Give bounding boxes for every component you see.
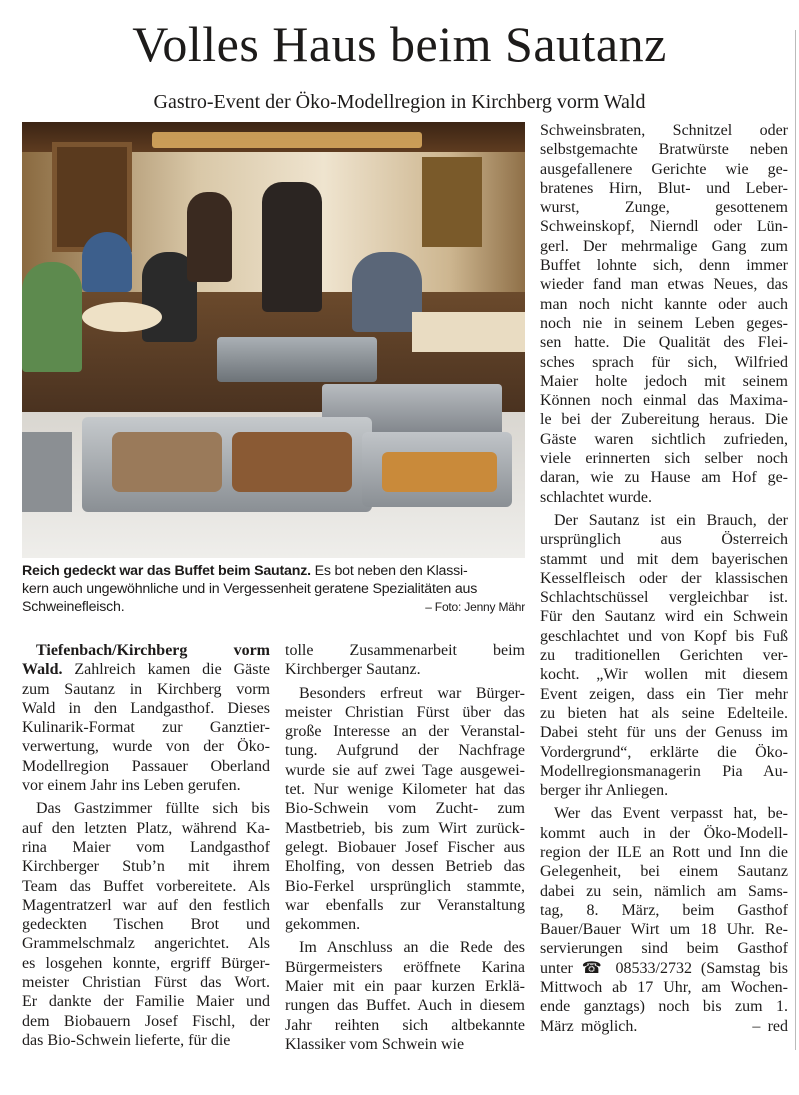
text-line: [285, 857, 525, 876]
text-line: [540, 198, 788, 217]
paragraph: [285, 641, 525, 680]
line-text: gekommen.: [285, 916, 361, 934]
text-line: [285, 877, 525, 896]
subheadline: Gastro-Event der Öko-Modellregion in Kirchberg vorm Wald: [153, 91, 646, 113]
line-text: Eholfing, von dessen Betrieb das: [285, 858, 525, 876]
line-text: kocht. „Wir wollen mit diesem: [540, 666, 788, 684]
line-text: Für den Sautanz wird ein Schwein: [540, 608, 788, 626]
text-line: [540, 140, 788, 159]
line-text: auf den letzten Platz, während Ka-: [22, 819, 270, 837]
line-text: berger ihr Anliegen.: [540, 782, 669, 800]
text-line: [22, 660, 270, 679]
text-line: [285, 819, 525, 838]
line-text: zu traditionellen Gerichten ver-: [540, 647, 788, 665]
text-line: [285, 703, 525, 722]
line-text: verwertung, wurde von der Öko-: [22, 738, 270, 756]
line-text: tolle Zusammenarbeit beim: [285, 642, 525, 659]
line-text: rina Maier vom Landgasthof: [22, 838, 270, 856]
line-text: gerl. Der mehrmalige Gang zum: [540, 237, 788, 255]
text-line: [285, 1035, 525, 1054]
line-text: Bio-Schwein vom Zucht- zum: [285, 800, 525, 818]
text-line: [540, 237, 788, 256]
text-line: [540, 275, 788, 294]
text-line: [540, 468, 788, 487]
line-text: war ebenfalls zur Veranstaltung: [285, 896, 525, 914]
article-column-1: [22, 641, 270, 1054]
text-line: [22, 799, 270, 818]
line-text: Klassiker vom Schwein wie: [285, 1035, 465, 1053]
line-text: Bio-Ferkel ursprünglich stammte,: [285, 877, 525, 895]
line-text: le bei der Zubereitung heraus. Die: [540, 411, 788, 429]
text-line: [540, 901, 788, 920]
line-text: rungen das Buffet. Auch in diesem: [285, 997, 525, 1015]
text-line: [22, 757, 270, 776]
text-line: [540, 804, 788, 823]
text-line: [22, 877, 270, 896]
text-line: [285, 660, 525, 679]
line-text: dem Biobauern Josef Fischl, der: [22, 1012, 270, 1030]
text-line: [285, 977, 525, 996]
line-text: zum Sautanz in Kirchberg vorm: [22, 680, 270, 698]
text-line: [540, 824, 788, 843]
paragraph: [22, 799, 270, 1050]
text-line: [285, 741, 525, 760]
text-line: [540, 781, 788, 800]
line-text: unter ☎ 08533/2732 (Samstag bis: [540, 959, 788, 977]
text-line: [285, 915, 525, 934]
line-text: dabei zu sein, nämlich am Sams-: [540, 882, 788, 900]
text-line: [540, 920, 788, 939]
line-text: Kulinarik-Format zur Ganztier-: [22, 719, 270, 737]
text-line: [540, 488, 788, 507]
line-text: Jahr reihten sich altbekannte: [285, 1016, 525, 1034]
text-line: [22, 1012, 270, 1031]
line-text: Der Sautanz ist ein Brauch, der: [554, 511, 788, 529]
paragraph: [22, 641, 270, 795]
line-text: Event zeigen, dass ein Tier mehr: [540, 685, 788, 703]
line-text: sches sprach für sich, Wilfried: [540, 353, 788, 371]
text-line: [540, 588, 788, 607]
text-line: [540, 430, 788, 449]
dateline: Tiefenbach/Kirchberg vorm: [36, 642, 270, 659]
paragraph: [285, 938, 525, 1054]
text-line: [540, 743, 788, 762]
text-line: [540, 160, 788, 179]
line-text: Mastbetrieb, bis zum Wirt zurück-: [285, 819, 525, 837]
line-text: tung. Aufgrund der Nachfrage: [285, 742, 525, 760]
text-line: [22, 776, 270, 795]
text-line: [285, 838, 525, 857]
caption-bold: Reich gedeckt war das Buffet beim Sautanz.: [22, 563, 311, 579]
text-line: [540, 314, 788, 333]
text-line: [540, 646, 788, 665]
line-text: schlachtet wurde.: [540, 488, 652, 506]
line-text: selbstgemachte Bratwürste neben: [540, 141, 788, 159]
line-text: meister Christian Fürst über das: [285, 703, 525, 721]
line-text: bratenes Hirn, Blut- und Leber-: [540, 179, 788, 197]
text-line: [540, 997, 788, 1016]
line-text: große Interesse an der Veranstal-: [285, 723, 525, 741]
line-text: noch nie in seinem Leben geges-: [540, 314, 788, 332]
line-text: es losgehen konnte, ergriff Bürger-: [22, 954, 270, 972]
text-line: [540, 1017, 788, 1036]
line-text: Im Anschluss an die Rede des: [299, 939, 525, 957]
text-line: [285, 722, 525, 741]
text-line: [540, 295, 788, 314]
text-line: [540, 882, 788, 901]
text-line: [285, 799, 525, 818]
text-line: [22, 680, 270, 699]
text-line: [540, 843, 788, 862]
photo-credit: – Foto: Jenny Mähr: [425, 600, 525, 614]
text-line: [285, 958, 525, 977]
text-line: [540, 333, 788, 352]
text-line: [540, 939, 788, 958]
text-line: [540, 607, 788, 626]
line-text: Bürgermeisters eröffnete Karina: [285, 958, 525, 976]
text-line: [22, 992, 270, 1011]
text-line: [22, 641, 270, 660]
line-text: gelegt. Biobauer Josef Fischer aus: [285, 838, 525, 856]
line-text: März möglich. – red: [540, 1017, 788, 1035]
line-text: Grammelschmalz angerichtet. Als: [22, 935, 270, 953]
column-rule: [795, 30, 796, 1050]
text-line: [540, 762, 788, 781]
line-text: Maier mit ein paar kurzen Erklä-: [285, 978, 525, 996]
line-text: Wer das Event verpasst hat, be-: [554, 805, 788, 823]
line-text: daran, wie zu Hause am Hof ge-: [540, 469, 788, 487]
text-line: [285, 896, 525, 915]
article-photo: [22, 122, 525, 558]
text-line: [540, 627, 788, 646]
line-text: Wald in den Landgasthof. Dieses: [22, 699, 270, 717]
text-line: [540, 530, 788, 549]
text-line: [540, 179, 788, 198]
text-line: [540, 353, 788, 372]
line-text: Kirchberger Sautanz.: [285, 661, 421, 679]
line-text: das Bio-Schwein lieferte, für die: [22, 1031, 231, 1049]
paragraph: [540, 121, 788, 507]
text-line: [22, 737, 270, 756]
text-line: [540, 121, 788, 140]
line-text: ausgefallenere Gerichte wie ge-: [540, 160, 788, 178]
dateline: Wald.: [22, 661, 63, 679]
text-line: [540, 704, 788, 723]
text-line: [540, 569, 788, 588]
text-line: [540, 391, 788, 410]
paragraph: [540, 511, 788, 800]
line-text: meister Christian Fürst das Wort.: [22, 974, 270, 992]
line-text: Modellregion Passauer Oberland: [22, 757, 270, 775]
text-line: [285, 761, 525, 780]
line-text: Das Gastzimmer füllte sich bis: [36, 800, 270, 818]
line-text: vor einem Jahr ins Leben gerufen.: [22, 777, 241, 795]
paragraph: [285, 684, 525, 935]
line-text: man noch nicht kannte oder auch: [540, 295, 788, 313]
text-line: [540, 449, 788, 468]
line-text: Bauer/Bauer Wirt um 18 Uhr. Re-: [540, 921, 788, 939]
line-text: ende ganztags) noch bis zum 1.: [540, 998, 788, 1016]
paragraph: [540, 804, 788, 1036]
text-line: [285, 938, 525, 957]
line-text: sen hatte. Die Qualität des Flei-: [540, 334, 788, 352]
text-line: [285, 1016, 525, 1035]
line-text: Magentratzerl war auf den festlich: [22, 896, 270, 914]
line-text: Team das Buffet vorbereitete. Als: [22, 877, 270, 895]
line-text: viele erinnerten sich selber noch: [540, 450, 788, 468]
line-text: Maier holte jedoch mit seinem: [540, 372, 788, 390]
line-text: wurde sie auf zwei Tage ausgewei-: [285, 761, 525, 779]
line-text: Gelegenheit, bei einem Sautanz: [540, 863, 788, 881]
line-text: tet. Nur wenige Kilometer hat das: [285, 781, 525, 799]
text-line: [22, 857, 270, 876]
line-text: Schlachtschüssel vergleichbar ist.: [540, 589, 788, 607]
line-text: gedeckten Tischen Brot und: [22, 916, 270, 934]
text-line: [22, 973, 270, 992]
line-text: wieder fand man etwas Neues, das: [540, 276, 788, 294]
text-line: [540, 511, 788, 530]
line-text: wurst, Zunge, gesottenem: [540, 199, 788, 217]
line-text: stammt und mit dem bayerischen: [540, 550, 788, 568]
text-line: [540, 685, 788, 704]
text-line: [540, 978, 788, 997]
text-line: [22, 934, 270, 953]
line-text: servierungen sind beim Gasthof: [540, 940, 788, 958]
text-line: [22, 954, 270, 973]
text-line: [540, 372, 788, 391]
line-text: Modellregionsmanagerin Pia Au-: [540, 762, 788, 780]
text-line: [285, 996, 525, 1015]
line-text: region der ILE an Rott und Inn die: [540, 843, 788, 861]
text-line: [540, 959, 788, 978]
text-line: [22, 819, 270, 838]
article-column-3: [540, 121, 788, 1040]
line-text: Buffet lohnte sich, denn immer: [540, 257, 788, 275]
line-text: zu bieten hat als seine Edelteile.: [540, 704, 788, 722]
line-text: Mittwoch ab 17 Uhr, am Wochen-: [540, 979, 788, 997]
text-line: [540, 723, 788, 742]
line-text: Er dankte der Familie Maier und: [22, 993, 270, 1011]
caption-text: Schweinefleisch.: [22, 599, 125, 615]
text-line: [540, 256, 788, 275]
text-line: [22, 838, 270, 857]
text-line: [285, 684, 525, 703]
line-text: Kirchberger Stub’n mit ihrem: [22, 858, 270, 876]
text-line: [22, 718, 270, 737]
text-line: [540, 410, 788, 429]
line-text: Zahlreich kamen die Gäste: [62, 661, 270, 679]
line-text: Können noch einmal das Maxima-: [540, 392, 788, 410]
line-text: Gäste waren sichtlich zufrieden,: [540, 430, 788, 448]
text-line: [22, 699, 270, 718]
text-line: [22, 1031, 270, 1050]
caption-text: Es bot neben den Klassi-: [310, 563, 468, 579]
text-line: [540, 550, 788, 569]
caption-line: kern auch ungewöhnliche und in Vergessenheit geratene Spezialitäten aus: [22, 581, 478, 597]
line-text: Vordergrund“, erklärte die Öko-: [540, 743, 788, 761]
line-text: kommt auch in der Öko-Modell-: [540, 824, 788, 842]
line-text: Dabei steht für uns der Genuss im: [540, 724, 788, 742]
text-line: [285, 641, 525, 660]
text-line: [540, 862, 788, 881]
headline: Volles Haus beim Sautanz: [132, 16, 667, 72]
line-text: Schweinsbraten, Schnitzel oder: [540, 122, 788, 139]
caption-line: [22, 562, 525, 580]
text-line: [22, 915, 270, 934]
article-column-2: [285, 641, 525, 1058]
text-line: [540, 217, 788, 236]
line-text: Schweinskopf, Nierndl oder Lün-: [540, 218, 788, 236]
line-text: tag, 8. März, beim Gasthof: [540, 901, 788, 919]
line-text: geschlachtet und von Kopf bis Fuß: [540, 627, 788, 645]
line-text: Besonders erfreut war Bürger-: [299, 684, 525, 702]
text-line: [22, 896, 270, 915]
text-line: [285, 780, 525, 799]
caption-line: [22, 598, 525, 616]
text-line: [540, 665, 788, 684]
photo-caption: [22, 562, 525, 616]
line-text: ursprünglich aus Österreich: [540, 531, 788, 549]
line-text: Kesselfleisch oder der klassischen: [540, 569, 788, 587]
